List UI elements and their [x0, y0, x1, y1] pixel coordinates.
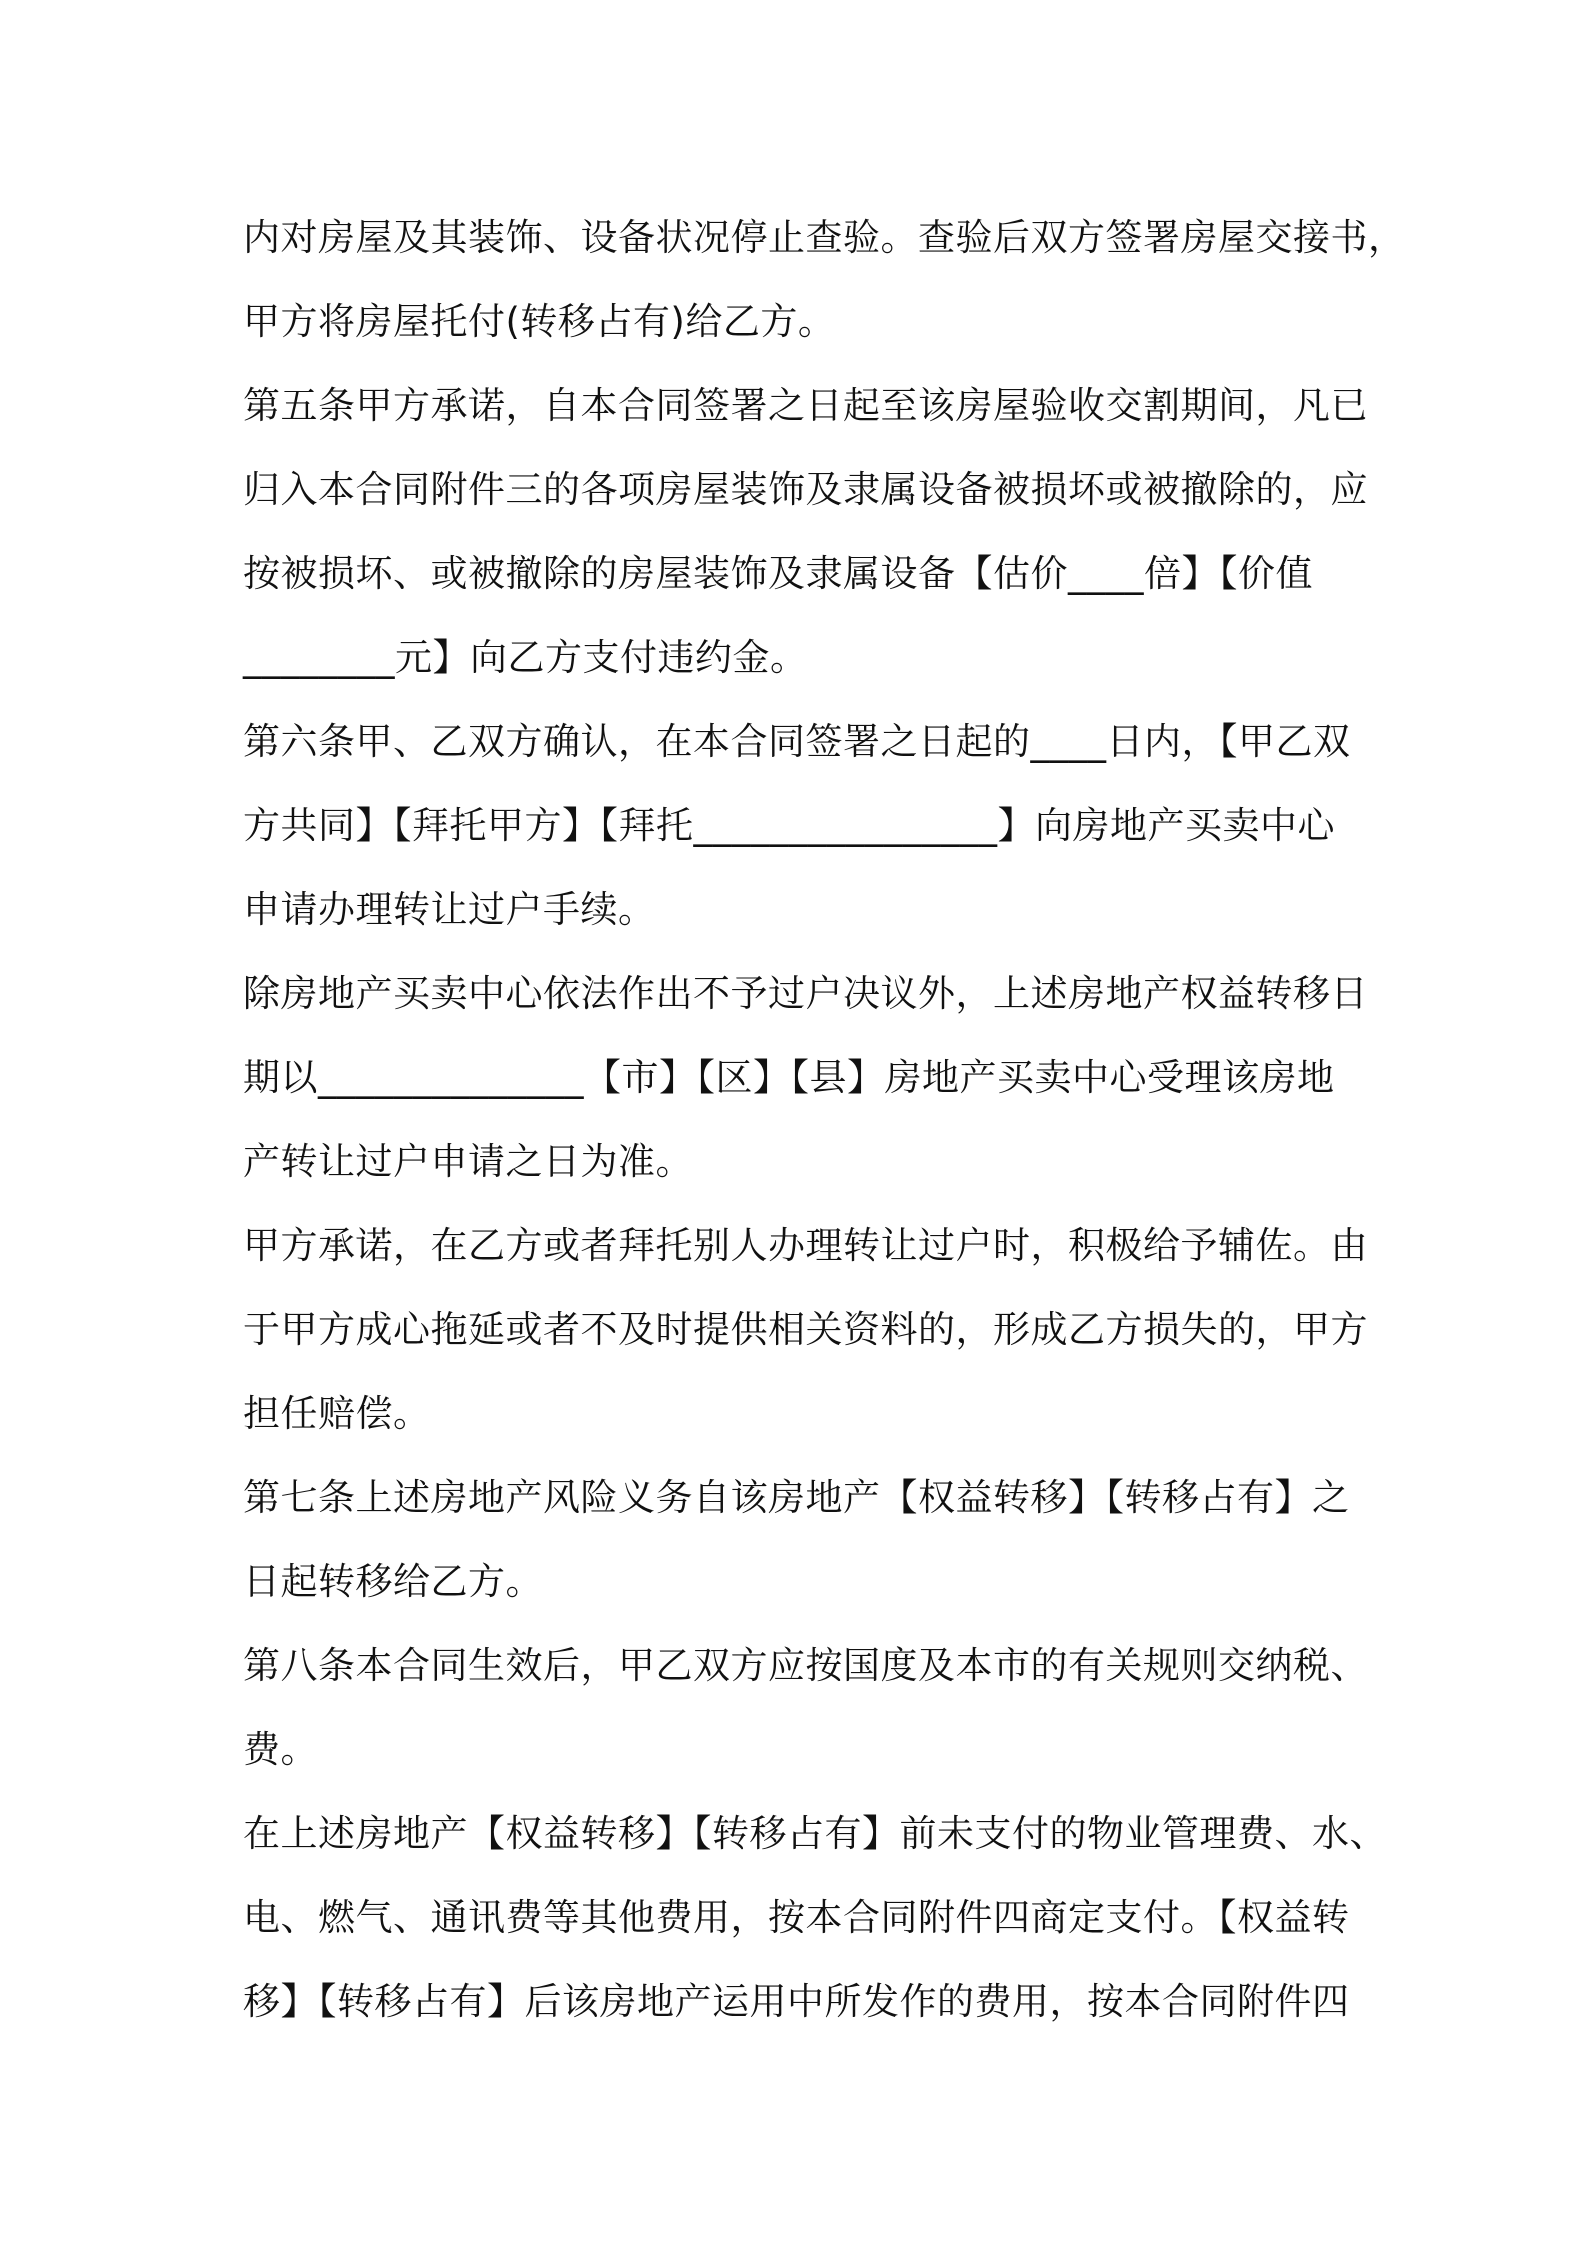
text-line: 方共同】【拜托甲方】【拜托________________】向房地产买卖中心 [243, 804, 1335, 847]
text-line: 日起转移给乙方。 [243, 1560, 543, 1603]
text-line: 第七条上述房地产风险义务自该房地产【权益转移】【转移占有】之 [243, 1476, 1350, 1519]
contract-text [243, 196, 1406, 2044]
text-line: ________元】向乙方支付违约金。 [243, 636, 808, 679]
text-line: 归入本合同附件三的各项房屋装饰及隶属设备被损坏或被撤除的，应 [243, 468, 1368, 511]
text-line: 甲方将房屋托付(转移占有)给乙方。 [243, 300, 836, 343]
text-line: 内对房屋及其装饰、设备状况停止查验。查验后双方签署房屋交接书， [243, 216, 1406, 259]
text-line: 第六条甲、乙双方确认，在本合同签署之日起的____日内，【甲乙双 [243, 720, 1351, 763]
text-line: 移】【转移占有】后该房地产运用中所发作的费用，按本合同附件四 [243, 1980, 1350, 2023]
text-line: 担任赔偿。 [243, 1392, 431, 1435]
text-line: 除房地产买卖中心依法作出不予过户决议外，上述房地产权益转移日 [243, 972, 1368, 1015]
text-line: 产转让过户申请之日为准。 [243, 1140, 693, 1183]
text-line: 按被损坏、或被撤除的房屋装饰及隶属设备【估价____倍】【价值 [243, 552, 1313, 595]
text-line: 在上述房地产【权益转移】【转移占有】前未支付的物业管理费、水、 [243, 1812, 1387, 1855]
text-line: 申请办理转让过户手续。 [243, 888, 656, 931]
text-line: 甲方承诺，在乙方或者拜托别人办理转让过户时，积极给予辅佐。由 [243, 1224, 1368, 1267]
text-line: 于甲方成心拖延或者不及时提供相关资料的，形成乙方损失的，甲方 [243, 1308, 1368, 1351]
text-line: 第八条本合同生效后，甲乙双方应按国度及本市的有关规则交纳税、 [243, 1644, 1368, 1687]
text-line: 电、燃气、通讯费等其他费用，按本合同附件四商定支付。【权益转 [243, 1896, 1350, 1939]
text-line: 费。 [243, 1728, 318, 1771]
text-line: 期以______________【市】【区】【县】房地产买卖中心受理该房地 [243, 1056, 1335, 1099]
text-line: 第五条甲方承诺，自本合同签署之日起至该房屋验收交割期间，凡已 [243, 384, 1368, 427]
